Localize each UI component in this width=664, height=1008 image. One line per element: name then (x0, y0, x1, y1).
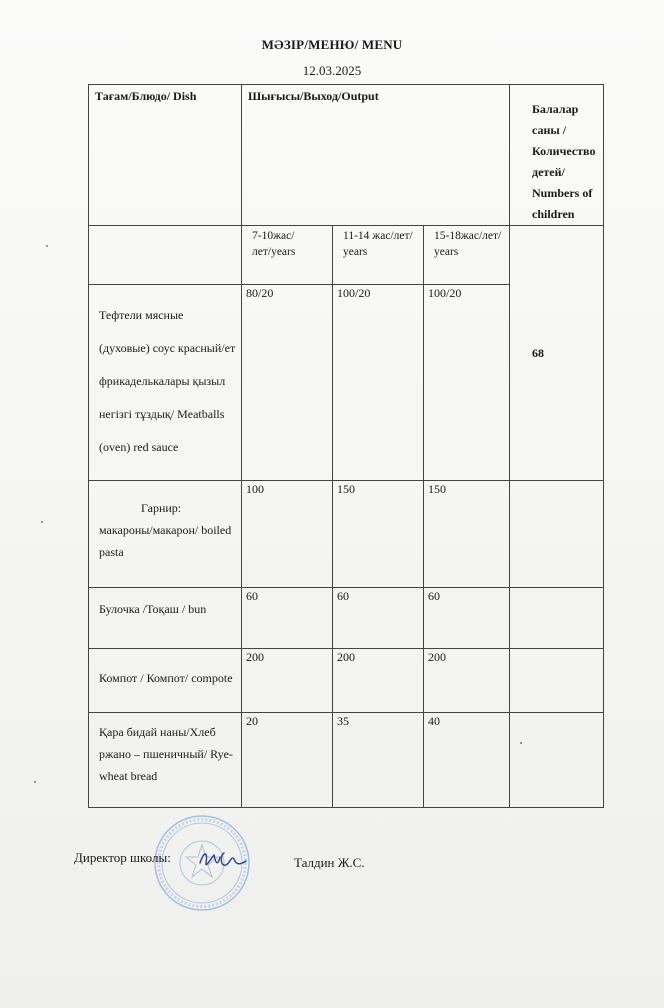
count-cell (510, 481, 604, 588)
scan-speck (520, 742, 522, 744)
children-total: 68 (510, 226, 604, 481)
director-label: Директор школы: (74, 850, 171, 865)
output-11-14: 35 (333, 713, 424, 808)
table-row (89, 713, 604, 808)
table-row (89, 649, 604, 713)
document-date: 12.03.2025 (302, 63, 362, 78)
menu-table (88, 84, 604, 808)
age-groups-row (89, 226, 604, 285)
document-title: МӘЗІР/МЕНЮ/ MENU (261, 37, 403, 52)
table-row (89, 588, 604, 649)
age-group-7-10: 7-10жас/лет/years (242, 226, 333, 285)
scan-speck (34, 781, 36, 783)
dish-pasta-garnish: Гарнир: (141, 501, 182, 515)
output-7-10: 20 (242, 713, 333, 808)
header-children-count: Балалар саны /Количество детей/ Numbers of children (510, 85, 604, 226)
count-cell (510, 588, 604, 649)
output-11-14: 100/20 (333, 285, 424, 481)
count-cell (510, 713, 604, 808)
dish-compote: Компот / Компот/ compote (89, 649, 242, 713)
output-7-10: 100 (242, 481, 333, 588)
output-7-10: 60 (242, 588, 333, 649)
age-spacer-cell (89, 226, 242, 285)
output-11-14: 150 (333, 481, 424, 588)
dish-pasta-name: макароны/макарон/ boiled pasta (99, 523, 232, 559)
dish-bun: Булочка /Тоқаш / bun (89, 588, 242, 649)
director-name: Талдин Ж.С. (294, 855, 365, 870)
output-15-18: 150 (424, 481, 510, 588)
count-cell (510, 649, 604, 713)
table-row (89, 481, 604, 588)
age-group-15-18: 15-18жас/лет/ years (424, 226, 510, 285)
output-15-18: 200 (424, 649, 510, 713)
header-output: Шығысы/Выход/Output (242, 85, 510, 226)
scan-speck (41, 521, 43, 523)
output-11-14: 200 (333, 649, 424, 713)
dish-pasta (89, 481, 242, 588)
output-15-18: 100/20 (424, 285, 510, 481)
scan-speck (46, 245, 48, 247)
dish-rye-bread: Қара бидай наны/Хлеб ржано – пшеничный/ Rye-wheat bread (89, 713, 242, 808)
output-7-10: 80/20 (242, 285, 333, 481)
signature-icon (196, 843, 250, 873)
output-7-10: 200 (242, 649, 333, 713)
header-dish: Тағам/Блюдо/ Dish (89, 85, 242, 226)
output-15-18: 60 (424, 588, 510, 649)
output-15-18: 40 (424, 713, 510, 808)
table-header-row (89, 85, 604, 226)
output-11-14: 60 (333, 588, 424, 649)
age-group-11-14: 11-14 жас/лет/ years (333, 226, 424, 285)
dish-meatballs: Тефтели мясные (духовые) соус красный/ет фрикаделькалары қызыл негізгі тұздық/ Meatballs (oven) red sauce (89, 285, 242, 481)
